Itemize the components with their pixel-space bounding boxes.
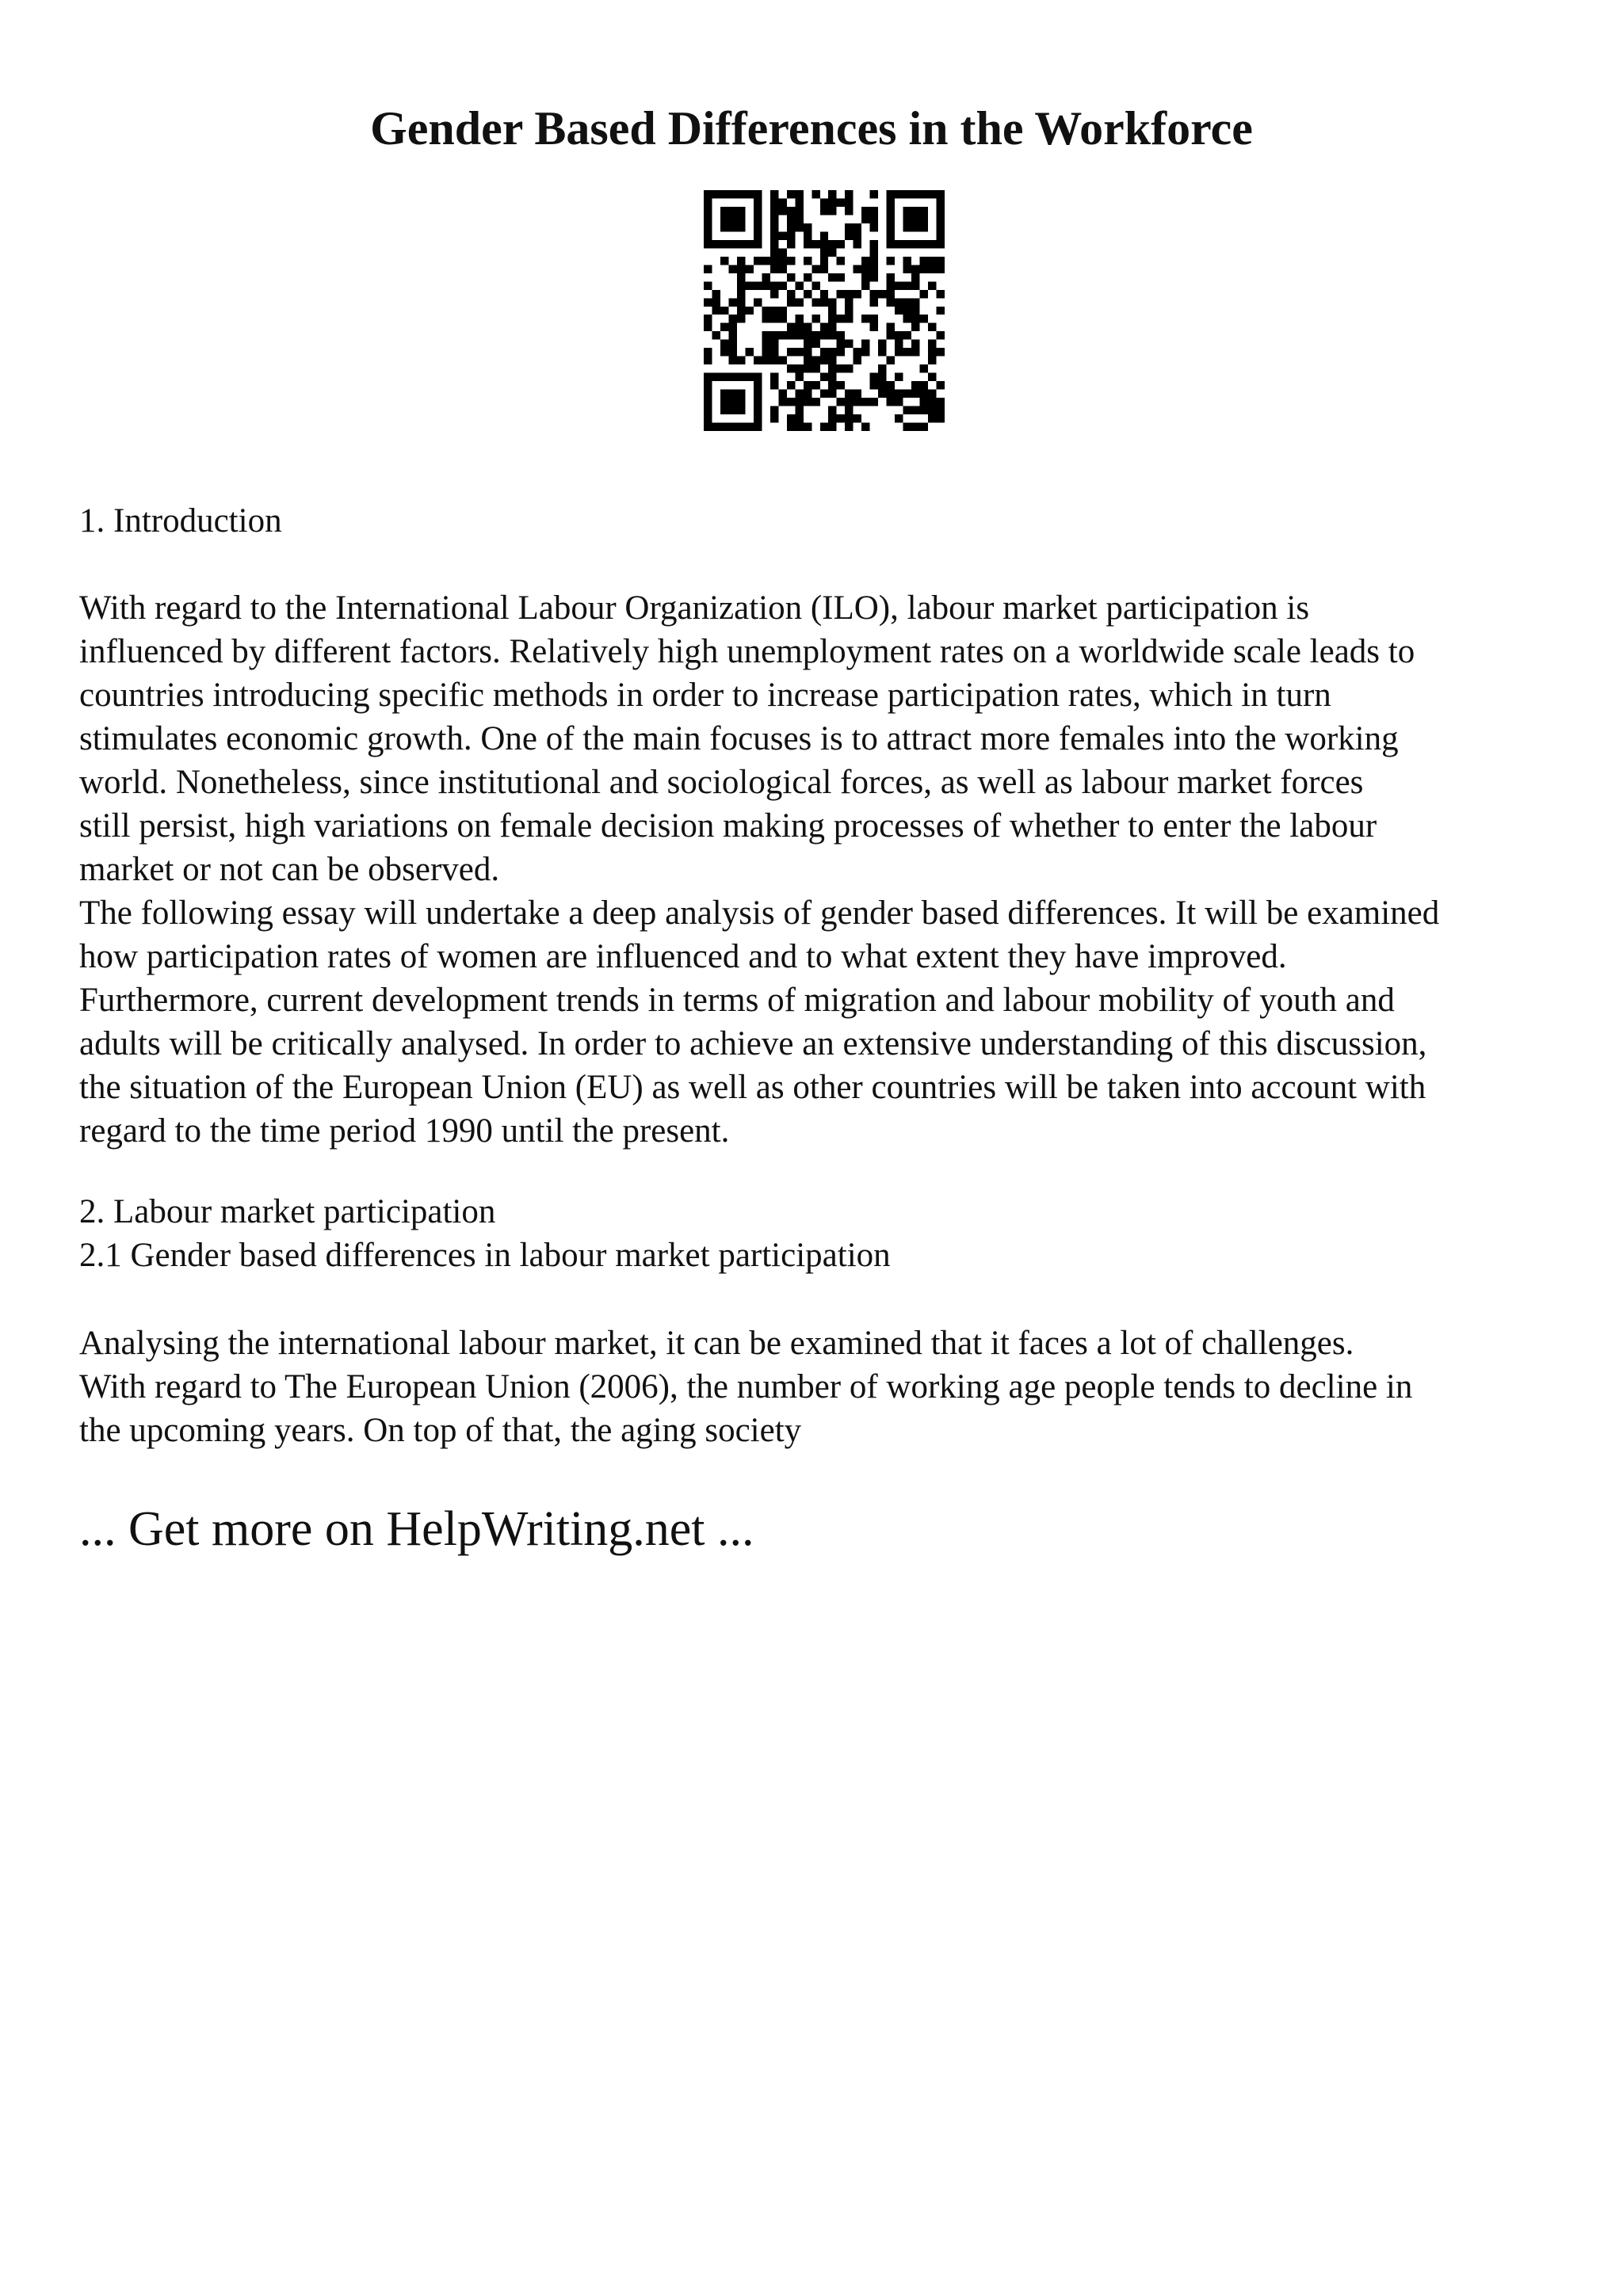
analysis-body [79, 1322, 1569, 1452]
intro-paragraph-2: The following essay will undertake a deep analysis of gender based differences. It will be examined how participation rates of women are influenced and to what extent they have improved. Furthermore, current development trends in terms of migration and labour mobility of youth and adults will be critically analysed. In order to achieve an extensive understanding of this discussion, the situation of the European Union (EU) as well as other countries will be taken into account with regard to the time period 1990 until the present. [79, 894, 1440, 1150]
document-title: Gender Based Differences in the Workforce [370, 102, 1253, 154]
section-2-1-heading: 2.1 Gender based differences in labour market participation [79, 1237, 891, 1274]
section-1-heading-block [79, 499, 1569, 543]
analysis-paragraph: Analysing the international labour market, it can be examined that it faces a lot of challenges. With regard to The European Union (2006), the number of working age people tends to decline in the upcoming years. On top of that, the aging society [79, 1325, 1413, 1449]
intro-paragraph-1: With regard to the International Labour Organization (ILO), labour market participation is influenced by different factors. Relatively high unemployment rates on a worldwide scale leads to countries introducing specific methods in order to increase participation rates, which in turn stimulates economic growth. One of the main focuses is to attract more females into the working world. Nonetheless, since institutional and sociological forces, as well as labour market forces still persist, high variations on female decision making processes of whether to enter the labour market or not can be observed. [79, 589, 1415, 888]
section-2-headings [79, 1190, 1569, 1277]
get-more-link[interactable]: ... Get more on HelpWriting.net ... [79, 1502, 754, 1556]
section-2-heading: 2. Labour market participation [79, 1193, 496, 1230]
introduction-body [79, 586, 1569, 1153]
qr-code-icon [704, 190, 945, 431]
section-1-heading: 1. Introduction [79, 502, 282, 540]
